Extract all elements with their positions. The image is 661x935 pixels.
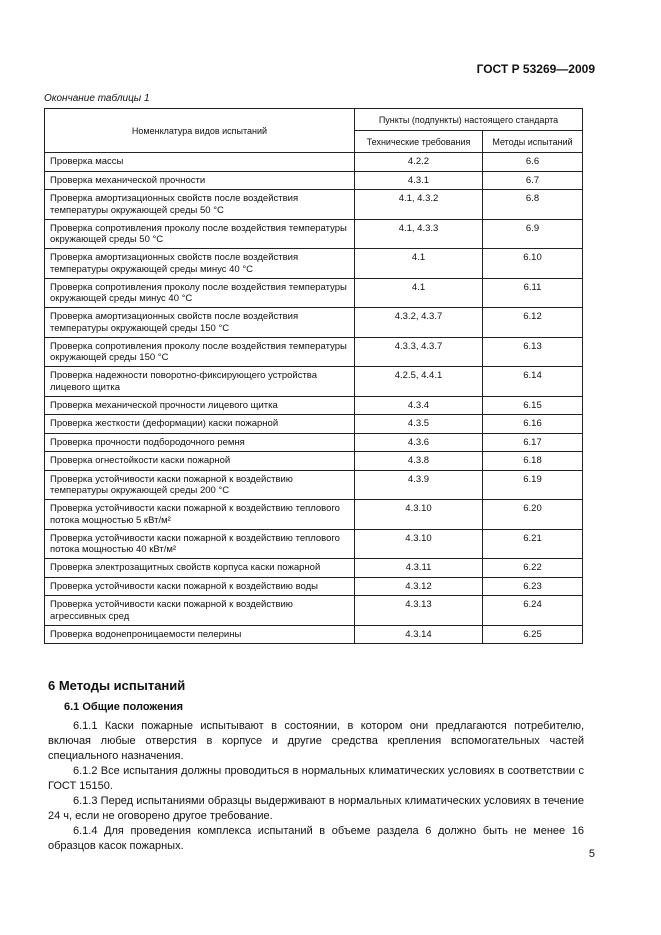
table-row [45,452,583,471]
method-cell: 6.15 [483,396,583,415]
test-name-cell: Проверка массы [45,153,355,172]
test-name-cell: Проверка механической прочности [45,171,355,190]
requirements-cell: 4.3.10 [355,500,483,530]
method-cell: 6.7 [483,171,583,190]
section-title: 6 Методы испытаний [48,678,186,693]
test-name-cell: Проверка устойчивости каски пожарной к воздействию температуры окружающей среды 200 °С [45,470,355,500]
requirements-cell: 4.3.10 [355,529,483,559]
test-name-cell: Проверка амортизационных свойств после воздействия температуры окружающей среды минус 40 °С [45,249,355,279]
requirements-cell: 4.1, 4.3.2 [355,190,483,220]
test-name-cell: Проверка устойчивости каски пожарной к воздействию теплового потока мощностью 40 кВт/м² [45,529,355,559]
table-row [45,415,583,434]
subsection-title: 6.1 Общие положения [64,701,184,713]
table-row [45,171,583,190]
test-name-cell: Проверка сопротивления проколу после воздействия температуры окружающей среды 50 °С [45,219,355,249]
table-row [45,577,583,596]
method-cell: 6.11 [483,278,583,308]
requirements-cell: 4.1, 4.3.3 [355,219,483,249]
table-row [45,308,583,338]
table-body [45,153,583,644]
column-header-methods: Методы испытаний [483,131,583,153]
method-cell: 6.17 [483,433,583,452]
requirements-cell: 4.3.8 [355,452,483,471]
table-row [45,529,583,559]
test-name-cell: Проверка сопротивления проколу после воздействия температуры окружающей среды минус 40 °С [45,278,355,308]
requirements-cell: 4.3.5 [355,415,483,434]
method-cell: 6.8 [483,190,583,220]
method-cell: 6.6 [483,153,583,172]
paragraph: 6.1.2 Все испытания должны проводиться в нормальных климатических условиях в соответствии с ГОСТ 15150. [48,765,584,792]
requirements-cell: 4.3.13 [355,596,483,626]
requirements-cell: 4.3.6 [355,433,483,452]
table-row [45,367,583,397]
method-cell: 6.12 [483,308,583,338]
section-body [48,719,584,854]
test-name-cell: Проверка электрозащитных свойств корпуса каски пожарной [45,559,355,578]
test-name-cell: Проверка амортизационных свойств после воздействия температуры окружающей среды 150 °С [45,308,355,338]
test-name-cell: Проверка устойчивости каски пожарной к воздействию воды [45,577,355,596]
column-group-header: Пункты (подпункты) настоящего стандарта [355,109,583,131]
method-cell: 6.14 [483,367,583,397]
table-caption: Окончание таблицы 1 [44,93,150,104]
table-row [45,596,583,626]
test-name-cell: Проверка прочности подбородочного ремня [45,433,355,452]
table-row [45,249,583,279]
table-row [45,500,583,530]
method-cell: 6.23 [483,577,583,596]
table-row [45,153,583,172]
method-cell: 6.10 [483,249,583,279]
paragraph: 6.1.3 Перед испытаниями образцы выдерживают в нормальных климатических условиях в течение 24 ч, если не оговорено другое требование. [48,795,584,822]
table-row [45,396,583,415]
requirements-cell: 4.1 [355,278,483,308]
requirements-cell: 4.2.5, 4.4.1 [355,367,483,397]
document-code: ГОСТ Р 53269—2009 [476,62,595,76]
requirements-cell: 4.3.11 [355,559,483,578]
requirements-cell: 4.3.14 [355,625,483,644]
method-cell: 6.22 [483,559,583,578]
test-name-cell: Проверка механической прочности лицевого щитка [45,396,355,415]
method-cell: 6.25 [483,625,583,644]
paragraph: 6.1.4 Для проведения комплекса испытаний в объеме раздела 6 должно быть не менее 16 образцов касок пожарных. [48,825,584,852]
requirements-cell: 4.3.3, 4.3.7 [355,337,483,367]
requirements-cell: 4.3.2, 4.3.7 [355,308,483,338]
test-name-cell: Проверка огнестойкости каски пожарной [45,452,355,471]
method-cell: 6.24 [483,596,583,626]
test-name-cell: Проверка сопротивления проколу после воздействия температуры окружающей среды 150 °С [45,337,355,367]
test-name-cell: Проверка амортизационных свойств после воздействия температуры окружающей среды 50 °С [45,190,355,220]
method-cell: 6.13 [483,337,583,367]
column-header-requirements: Технические требования [355,131,483,153]
method-cell: 6.16 [483,415,583,434]
requirements-cell: 4.3.1 [355,171,483,190]
method-cell: 6.9 [483,219,583,249]
method-cell: 6.20 [483,500,583,530]
table-row [45,219,583,249]
table-row [45,470,583,500]
test-name-cell: Проверка устойчивости каски пожарной к воздействию агрессивных сред [45,596,355,626]
tests-table [44,108,583,644]
paragraph: 6.1.1 Каски пожарные испытывают в состоянии, в котором они предлагаются потребителю, включая любые отверстия в корпусе и другие средства крепления вспомогательных частей специального назначения. [48,720,584,762]
requirements-cell: 4.2.2 [355,153,483,172]
table-row [45,433,583,452]
test-name-cell: Проверка устойчивости каски пожарной к воздействию теплового потока мощностью 5 кВт/м² [45,500,355,530]
page-number: 5 [588,848,595,860]
table-row [45,559,583,578]
requirements-cell: 4.3.12 [355,577,483,596]
table-row [45,190,583,220]
requirements-cell: 4.3.4 [355,396,483,415]
test-name-cell: Проверка надежности поворотно-фиксирующего устройства лицевого щитка [45,367,355,397]
table-row [45,625,583,644]
method-cell: 6.19 [483,470,583,500]
table-row [45,278,583,308]
method-cell: 6.18 [483,452,583,471]
column-header-test-name: Номенклатура видов испытаний [45,109,355,153]
requirements-cell: 4.3.9 [355,470,483,500]
test-name-cell: Проверка жесткости (деформации) каски пожарной [45,415,355,434]
requirements-cell: 4.1 [355,249,483,279]
method-cell: 6.21 [483,529,583,559]
table-row [45,337,583,367]
test-name-cell: Проверка водонепроницаемости пелерины [45,625,355,644]
